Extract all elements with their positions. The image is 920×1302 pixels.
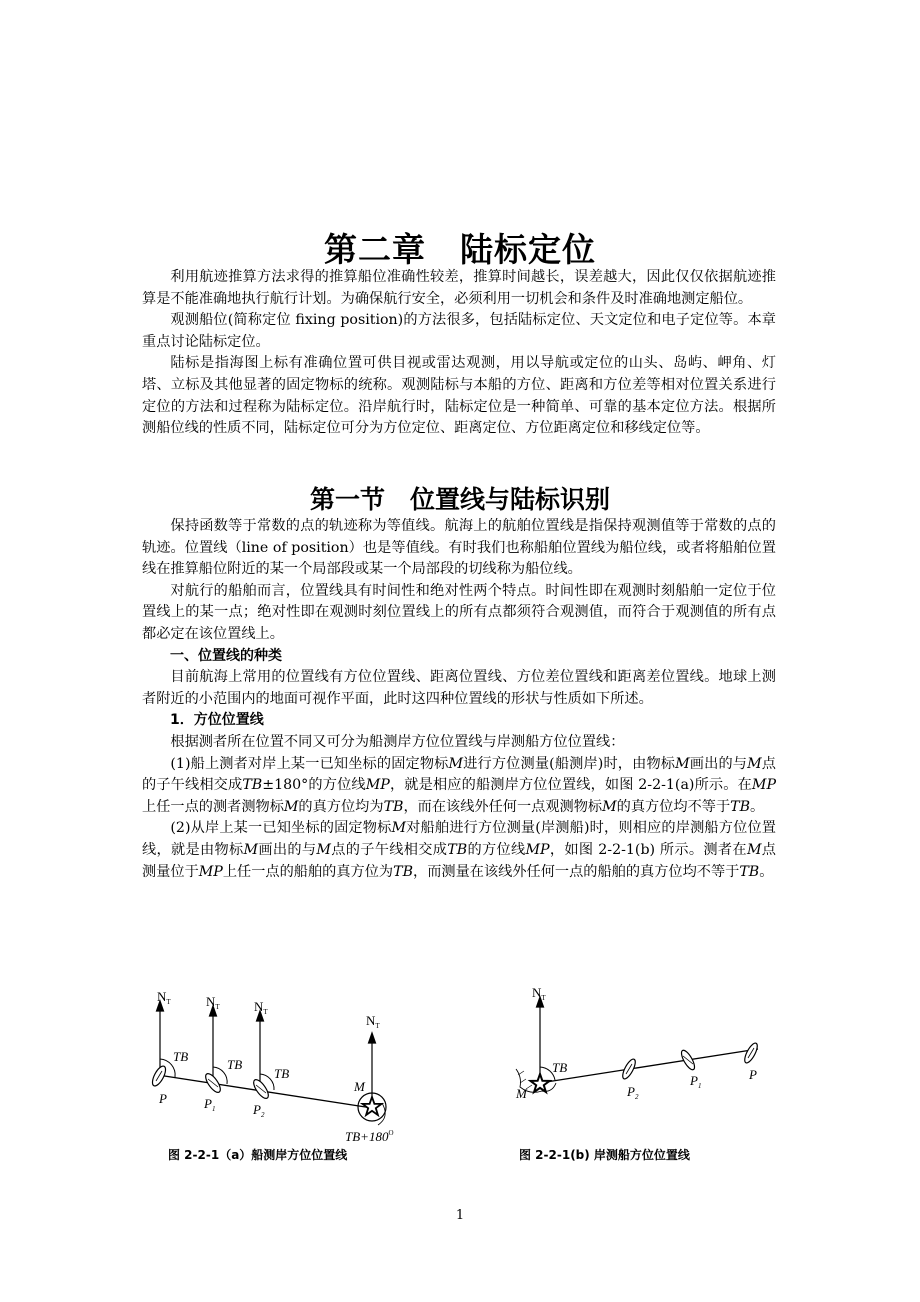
figure-a-tb-label-3: TB [274, 1066, 290, 1081]
section-paragraph-2: 对航行的船舶而言，位置线具有时间性和绝对性两个特点。时间性即在观测时刻船舶一定位于位置线上的某一点；绝对性即在观测时刻位置线上的所有点都须符合观测值，而符合于观测值的所有点都必定在该位置线上。 [142, 582, 776, 642]
figure-a-meridian-p [157, 1001, 164, 1073]
figure-b-north-label: $N_T$ [532, 985, 546, 1002]
figure-a-back-bearing-label: $TB+180^O$ [345, 1129, 394, 1144]
figure-a-north-label-1: $N_T$ [157, 989, 171, 1006]
section-title: 第一节 位置线与陆标识别 [309, 485, 610, 514]
figure-a-diagram [140, 985, 430, 1145]
subsection-paragraph-types: 目前航海上常用的位置线有方位位置线、距离位置线、方位差位置线和距离差位置线。地球上测者附近的小范围内的地面可视作平面，此时这四种位置线的形状与性质如下所述。 [142, 669, 776, 707]
figure-a-m-label: M [354, 1079, 365, 1094]
figure-a-p2-label: $P_2$ [253, 1102, 265, 1119]
page-number: 1 [455, 1208, 465, 1223]
figure-b-caption: 图 2-2-1(b) 岸测船方位位置线 [519, 1148, 690, 1162]
figure-a-north-label-2: $N_T$ [206, 994, 220, 1011]
figure-a-tb-label-1: TB [173, 1049, 189, 1064]
figure-a-p-label: P [159, 1091, 167, 1106]
figure-b-diagram [508, 983, 778, 1113]
intro-paragraph-3: 陆标是指海图上标有准确位置可供目视或雷达观测，用以导航或定位的山头、岛屿、岬角、灯塔、立标及其他显著的固定物标的统称。观测陆标与本船的方位、距离和方位差等相对位置关系进行定位的方法和过程称为陆标定位。沿岸航行时，陆标定位是一种简单、可靠的基本定位方法。根据所测船位线的性质不同，陆标定位可分为方位定位、距离定位、方位距离定位和移线定位等。 [142, 355, 776, 437]
subsection-title-bearing: 1．方位位置线 [170, 712, 264, 729]
intro-block [142, 267, 776, 440]
section-body [142, 516, 776, 883]
subsection-title-types: 一、位置线的种类 [170, 647, 282, 664]
figure-a-meridian-p2 [257, 1011, 264, 1088]
figure-b-bearing-line [540, 1049, 758, 1083]
figure-b-p2-label: $P_2$ [627, 1084, 639, 1101]
figure-a-meridian-p1 [210, 1006, 217, 1081]
figure-a-north-label-4: $N_T$ [366, 1013, 380, 1030]
figure-a-p1-label: $P_1$ [204, 1096, 216, 1113]
figure-b-meridian [537, 997, 544, 1083]
item-ship-to-shore: (1)船上测者对岸上某一已知坐标的固定物标M进行方位测量(船测岸)时，由物标M画出的与M点的子午线相交成TB±180°的方位线MP，就是相应的船测岸方位位置线，如图 2-2-1(a)所示。在MP上任一点的测者测物标M的真方位均为TB，而在该线外任何一点观测物标M的真方位均不等于TB。 [142, 755, 776, 815]
figure-b-m-label: M [516, 1086, 527, 1101]
figure-b-p-label: P [749, 1067, 757, 1082]
chapter-title: 第二章 陆标定位 [324, 230, 596, 269]
figure-a-landmark-star [363, 1097, 382, 1115]
figure-a-north-label-3: $N_T$ [254, 999, 268, 1016]
figure-a-caption: 图 2-2-1（a）船测岸方位位置线 [168, 1148, 348, 1162]
figure-b-landmark-star [531, 1074, 550, 1092]
subsection-paragraph-bearing: 根据测者所在位置不同又可分为船测岸方位位置线与岸测船方位位置线： [170, 733, 625, 750]
section-paragraph-1: 保持函数等于常数的点的轨迹称为等值线。航海上的航舶位置线是指保持观测值等于常数的点的轨迹。位置线（line of position）也是等值线。有时我们也称船舶位置线为船位线，或者将船舶位置线在推算船位附近的某一个局部段或某一个局部段的切线称为船位线。 [142, 518, 776, 578]
figure-a-tb-label-2: TB [227, 1057, 243, 1072]
intro-paragraph-1: 利用航迹推算方法求得的推算船位准确性较差，推算时间越长，误差越大，因此仅仅依据航迹推算是不能准确地执行航行计划。为确保航行安全，必须利用一切机会和条件及时准确地测定船位。 [142, 269, 776, 307]
intro-paragraph-2: 观测船位(简称定位 fixing position)的方法很多，包括陆标定位、天文定位和电子定位等。本章重点讨论陆标定位。 [142, 312, 776, 350]
figure-b-p1-label: $P_1$ [690, 1073, 702, 1090]
item-shore-to-ship: (2)从岸上某一已知坐标的固定物标M对船舶进行方位测量(岸测船)时，则相应的岸测船方位位置线，就是由物标M画出的与M点的子午线相交成TB的方位线MP，如图 2-2-1(b) 所示。测者在M点测量位于MP上任一点的船舶的真方位为TB，而测量在该线外任何一点的船舶的真方位均不等于TB。 [142, 820, 776, 880]
figure-b-tb-label: TB [552, 1060, 568, 1075]
